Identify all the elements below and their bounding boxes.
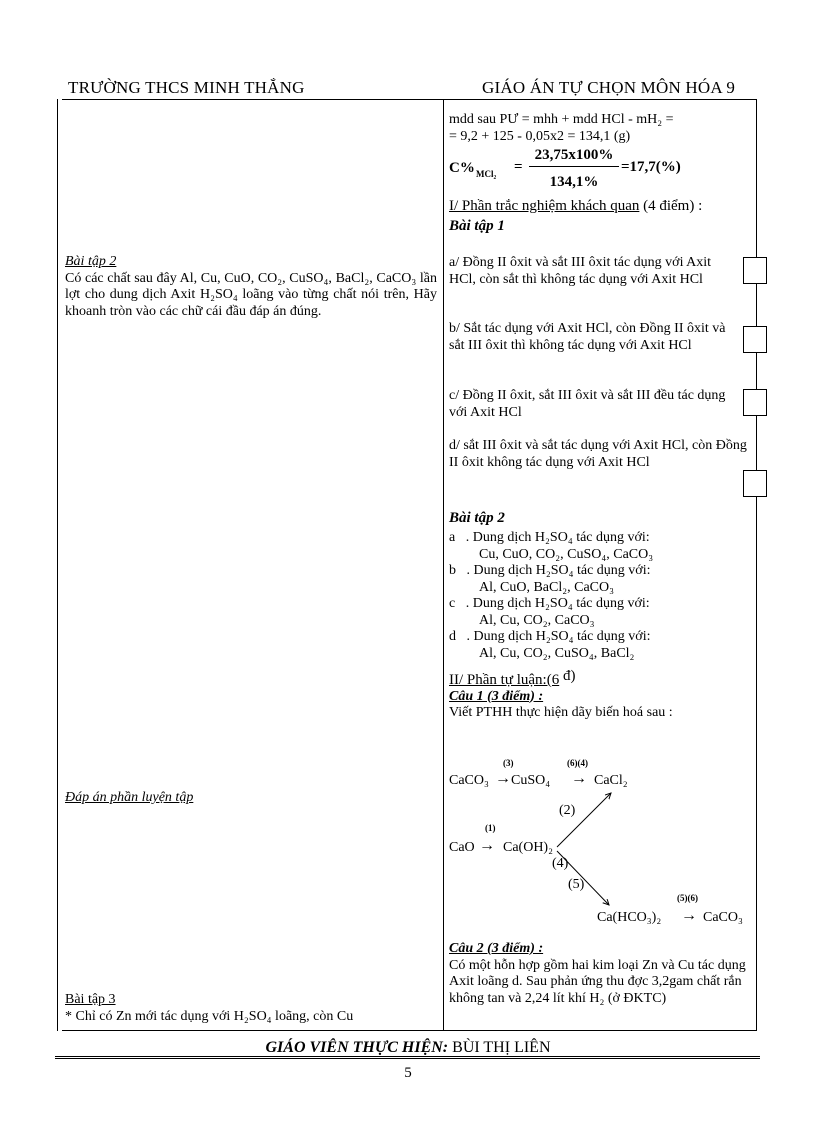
part2-points: đ) [562, 668, 576, 684]
option-line2: Cu, CuO, CO₂, CuSO₄, CaCO₃ [479, 546, 654, 562]
q1-title: Câu 1 (3 điểm) : [449, 688, 544, 704]
footer-rule [55, 1056, 760, 1059]
teacher-line [0, 1039, 816, 1057]
option-label: a [449, 530, 456, 545]
ex2-option-b [449, 563, 749, 596]
part1-title: I/ Phần trắc nghiệm khách quan [449, 198, 640, 214]
label-4: (4) [552, 856, 569, 871]
label-2: (2) [559, 803, 576, 818]
answer-box-d[interactable] [743, 470, 767, 497]
ex2-option-d [449, 629, 749, 662]
c-numerator: 23,75x100% [534, 147, 614, 163]
subject-title: GIÁO ÁN TỰ CHỌN MÔN HÓA 9 [482, 78, 736, 97]
answer-box-a[interactable] [743, 257, 767, 284]
mass-equation [449, 112, 749, 145]
ex2-options-list [449, 530, 749, 662]
calc-line: = 9,2 + 125 - 0,05x2 = 134,1 (g) [449, 128, 631, 144]
species-cacl2: CaCl₂ [594, 773, 628, 788]
part2 [449, 668, 749, 722]
answer-box-c[interactable] [743, 389, 767, 416]
c-equals: = [514, 159, 523, 175]
left-ex3-body: * Chỉ có Zn mới tác dụng với H₂SO₄ loãng, còn Cu [65, 1008, 354, 1024]
table-bottom-border [62, 1030, 756, 1031]
q2-body: Có một hỗn hợp gồm hai kim loại Zn và Cu tác dụng Axit loãng d. Sau phản ứng thu đợc 3,2gam chất rắn không tan và 2,24 lít khí H₂ (ở ĐKTC) [449, 957, 746, 1006]
q2 [449, 941, 754, 1007]
ex1-option-c: c/ Đồng II ôxit, sắt III ôxit và sắt III đều tác dụng với Axit HCl [449, 388, 726, 420]
part2-title: II/ Phần tự luận:(6 [449, 672, 560, 688]
page-number: 5 [404, 1065, 412, 1081]
arrow-6-4: → [571, 770, 587, 787]
option-line2: Al, CuO, BaCl₂, CaCO₃ [479, 579, 614, 595]
ex1-title: Bài tập 1 [449, 217, 505, 234]
left-ex2 [65, 254, 437, 320]
answer-title: Đáp án phần luyện tập [65, 790, 194, 805]
option-line2: Al, Cu, CO₂, CaCO₃ [479, 612, 595, 628]
ex1-option-a: a/ Đồng II ôxit và sắt III ôxit tác dụng với Axit HCl, còn sắt thì không tác dụng với Axit HCl [449, 255, 712, 287]
teacher-label: GIÁO VIÊN THỰC HIỆN: [265, 1039, 449, 1056]
mass-line: mdd sau PƯ = mhh + mdd HCl - mH₂ = [449, 112, 674, 127]
label-6-4: (6)(4) [567, 758, 588, 768]
arrow-3: → [495, 770, 511, 787]
q1-body: Viết PTHH thực hiện dãy biến hoá sau : [449, 705, 673, 720]
species-cahco3: Ca(HCO₃)₂ [597, 910, 662, 925]
answer-box-b[interactable] [743, 326, 767, 353]
part1 [449, 198, 749, 234]
table-top-border [62, 99, 756, 100]
arrow-5-6: → [681, 907, 697, 924]
column-divider [443, 99, 444, 1031]
right-ex2-title: Bài tập 2 [449, 510, 505, 526]
fraction-bar [529, 166, 619, 167]
left-ex3 [65, 992, 437, 1025]
left-ex2-title: Bài tập 2 [65, 254, 117, 269]
c-prefix: C% [449, 160, 475, 176]
c-result: =17,7(%) [621, 159, 681, 175]
arrow-1: → [479, 837, 495, 854]
left-ex2-body: Có các chất sau đây Al, Cu, CuO, CO₂, CuSO₄, BaCl₂, CaCO₃ lần lợt cho dung dịch Axit H₂SO₄ loãng vào từng chất nói trên, Hãy khoanh tròn vào các chữ cái đầu đáp án đúng. [65, 270, 437, 319]
concentration-formula [449, 147, 749, 197]
ex1-option-d: d/ sắt III ôxit và sắt tác dụng với Axit HCl, còn Đồng II ôxit không tác dụng với Axit HCl [449, 438, 747, 470]
option-line1: . Dung dịch H₂SO₄ tác dụng với: [466, 563, 651, 578]
species-cuso4: CuSO₄ [511, 773, 551, 788]
q2-title: Câu 2 (3 điểm) : [449, 941, 544, 956]
option-line1: . Dung dịch H₂SO₄ tác dụng với: [465, 596, 650, 611]
teacher-name: BÙI THỊ LIÊN [452, 1039, 551, 1056]
arrow-4-5 [557, 851, 609, 905]
label-3: (3) [503, 758, 514, 768]
table-left-border [57, 99, 58, 1031]
scheme-arrows [449, 755, 754, 930]
species-caco3-end: CaCO₃ [703, 910, 743, 925]
ex2-option-c [449, 596, 749, 629]
right-ex2 [449, 510, 749, 527]
species-cao: CaO [449, 840, 475, 855]
option-line1: . Dung dịch H₂SO₄ tác dụng với: [466, 629, 651, 644]
table-right-border [756, 99, 757, 1031]
reaction-scheme [449, 755, 754, 930]
option-label: b [449, 563, 456, 578]
label-1: (1) [485, 823, 496, 833]
label-5-6: (5)(6) [677, 893, 698, 903]
option-line1: . Dung dịch H₂SO₄ tác dụng với: [465, 530, 650, 545]
ex1-option-b: b/ Sắt tác dụng với Axit HCl, còn Đồng II ôxit và sắt III ôxit thì không tác dụng với Axit HCl [449, 321, 726, 353]
c-denominator: 134,1% [549, 174, 599, 190]
part1-points: (4 điểm) : [643, 198, 703, 214]
species-caoh2: Ca(OH)₂ [503, 840, 553, 855]
species-caco3: CaCO₃ [449, 773, 489, 788]
option-line2: Al, Cu, CO₂, CuSO₄, BaCl₂ [479, 645, 635, 661]
arrow-2 [557, 793, 611, 847]
school-name: TRƯỜNG THCS MINH THẮNG [68, 78, 305, 97]
option-label: c [449, 596, 456, 611]
ex2-option-a [449, 530, 749, 563]
c-subscript: MCl₂ [476, 169, 497, 179]
answer-section [65, 790, 437, 807]
left-ex3-title: Bài tập 3 [65, 992, 116, 1007]
option-label: d [449, 629, 456, 644]
label-5: (5) [568, 877, 585, 892]
